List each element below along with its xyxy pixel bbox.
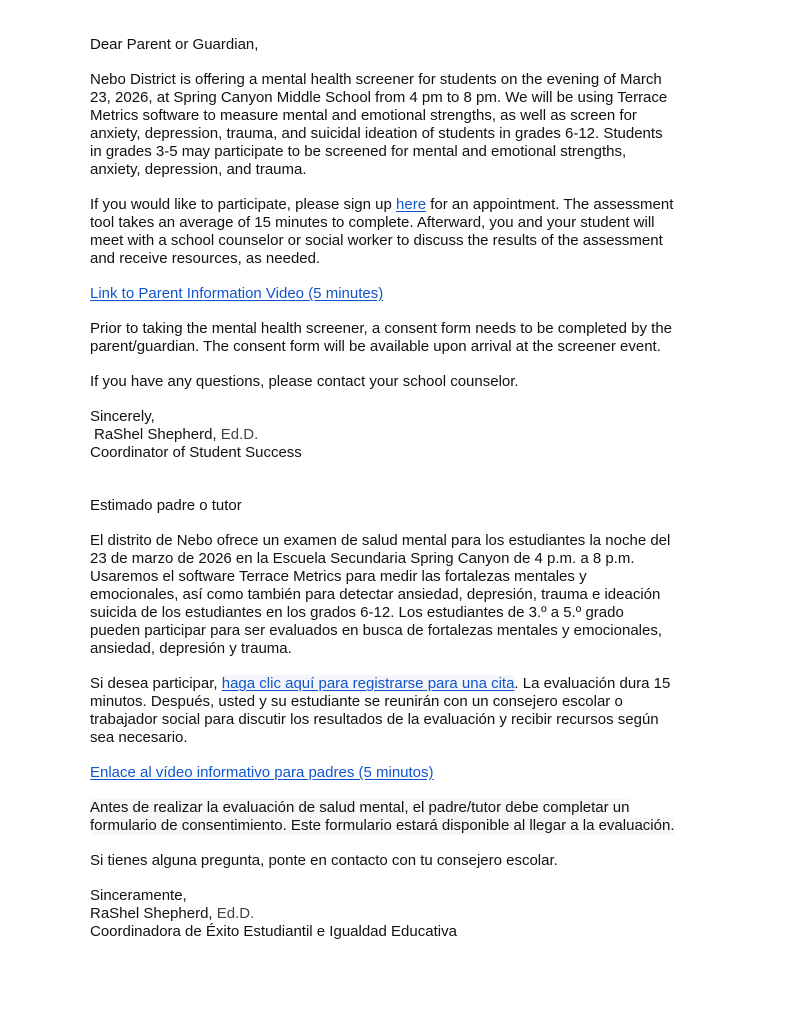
text-line: Metrics software to measure mental and emotional strengths, as well as screen for [90, 107, 637, 124]
letter-page [90, 36, 730, 958]
signer-name: RaShel Shepherd, [90, 905, 217, 922]
text-line: anxiety, depression, trauma, and suicidal ideation of students in grades 6-12. Students [90, 125, 663, 142]
english-signature [90, 408, 730, 462]
english-greeting: Dear Parent or Guardian, [90, 36, 259, 53]
text-line: and receive resources, as needed. [90, 250, 321, 267]
signer-title: Coordinadora de Éxito Estudiantil e Igualdad Educativa [90, 923, 457, 940]
text-line: Si desea participar, haga clic aquí para registrarse para una cita. La evaluación dura 15 [90, 675, 671, 692]
text-line: tool takes an average of 15 minutes to complete. Afterward, you and your student will [90, 214, 655, 231]
parent-info-video-link-es[interactable]: Enlace al vídeo informativo para padres (5 minutos) [90, 764, 434, 781]
text-line: minutos. Después, usted y su estudiante se reunirán con un consejero escolar o [90, 693, 623, 710]
signer-degree: Ed.D. [220, 426, 259, 443]
text-line: emocionales, así como también para detectar ansiedad, depresión, trauma e ideación [90, 586, 661, 603]
text-line: sea necesario. [90, 729, 188, 746]
text-line: 23 de marzo de 2026 en la Escuela Secundaria Spring Canyon de 4 p.m. a 8 p.m. [90, 550, 635, 567]
text-line: suicida de los estudiantes en los grados 6-12. Los estudiantes de 3.º a 5.º grado [90, 604, 624, 621]
spanish-greeting: Estimado padre o tutor [90, 497, 242, 514]
english-questions-paragraph: If you have any questions, please contact your school counselor. [90, 373, 519, 390]
text-line: Prior to taking the mental health screener, a consent form needs to be completed by the [90, 320, 673, 337]
spanish-signature [90, 887, 730, 941]
spanish-section [90, 497, 730, 941]
text-line: parent/guardian. The consent form will be available upon arrival at the screener event. [90, 338, 661, 355]
text-line: Nebo District is offering a mental health screener for students on the evening of March [90, 71, 662, 88]
section-spacer [90, 479, 730, 497]
parent-info-video-link[interactable]: Link to Parent Information Video (5 minutes) [90, 285, 384, 302]
english-consent-paragraph [90, 320, 730, 356]
english-signup-paragraph [90, 196, 730, 268]
text-line: Usaremos el software Terrace Metrics para medir las fortalezas mentales y [90, 568, 587, 585]
text-line: pueden participar para ser evaluados en busca de fortalezas mentales y emocionales, [90, 622, 663, 639]
signer-line [90, 905, 730, 923]
signup-here-link[interactable]: here [396, 196, 427, 213]
signer-line [90, 426, 730, 444]
signup-appointment-link[interactable]: haga clic aquí para registrarse para una cita [221, 675, 515, 692]
closing: Sincerely, [90, 408, 155, 425]
spanish-signup-paragraph [90, 675, 730, 747]
spanish-questions-paragraph: Si tienes alguna pregunta, ponte en contacto con tu consejero escolar. [90, 852, 558, 869]
spanish-video-paragraph [90, 764, 730, 782]
text-line: trabajador social para discutir los resultados de la evaluación y recibir recursos según [90, 711, 659, 728]
text-line: Antes de realizar la evaluación de salud mental, el padre/tutor debe completar un [90, 799, 630, 816]
text-line: meet with a school counselor or social worker to discuss the results of the assessment [90, 232, 663, 249]
text-line: If you would like to participate, please sign up here for an appointment. The assessment [90, 196, 674, 213]
signer-degree: Ed.D. [216, 905, 255, 922]
english-video-paragraph [90, 285, 730, 303]
signer-title: Coordinator of Student Success [90, 444, 302, 461]
text-line: ansiedad, depresión y trauma. [90, 640, 292, 657]
spanish-consent-paragraph [90, 799, 730, 835]
english-section [90, 36, 730, 462]
text-line: El distrito de Nebo ofrece un examen de salud mental para los estudiantes la noche del [90, 532, 671, 549]
text-line: 23, 2026, at Spring Canyon Middle School from 4 pm to 8 pm. We will be using Terrace [90, 89, 668, 106]
spanish-intro-paragraph [90, 532, 730, 658]
closing: Sinceramente, [90, 887, 187, 904]
english-intro-paragraph [90, 71, 730, 179]
signer-name: RaShel Shepherd, [94, 426, 221, 443]
text-line: anxiety, depression, and trauma. [90, 161, 307, 178]
text-line: formulario de consentimiento. Este formulario estará disponible al llegar a la evaluación. [90, 817, 675, 834]
text-line: in grades 3-5 may participate to be screened for mental and emotional strengths, [90, 143, 627, 160]
